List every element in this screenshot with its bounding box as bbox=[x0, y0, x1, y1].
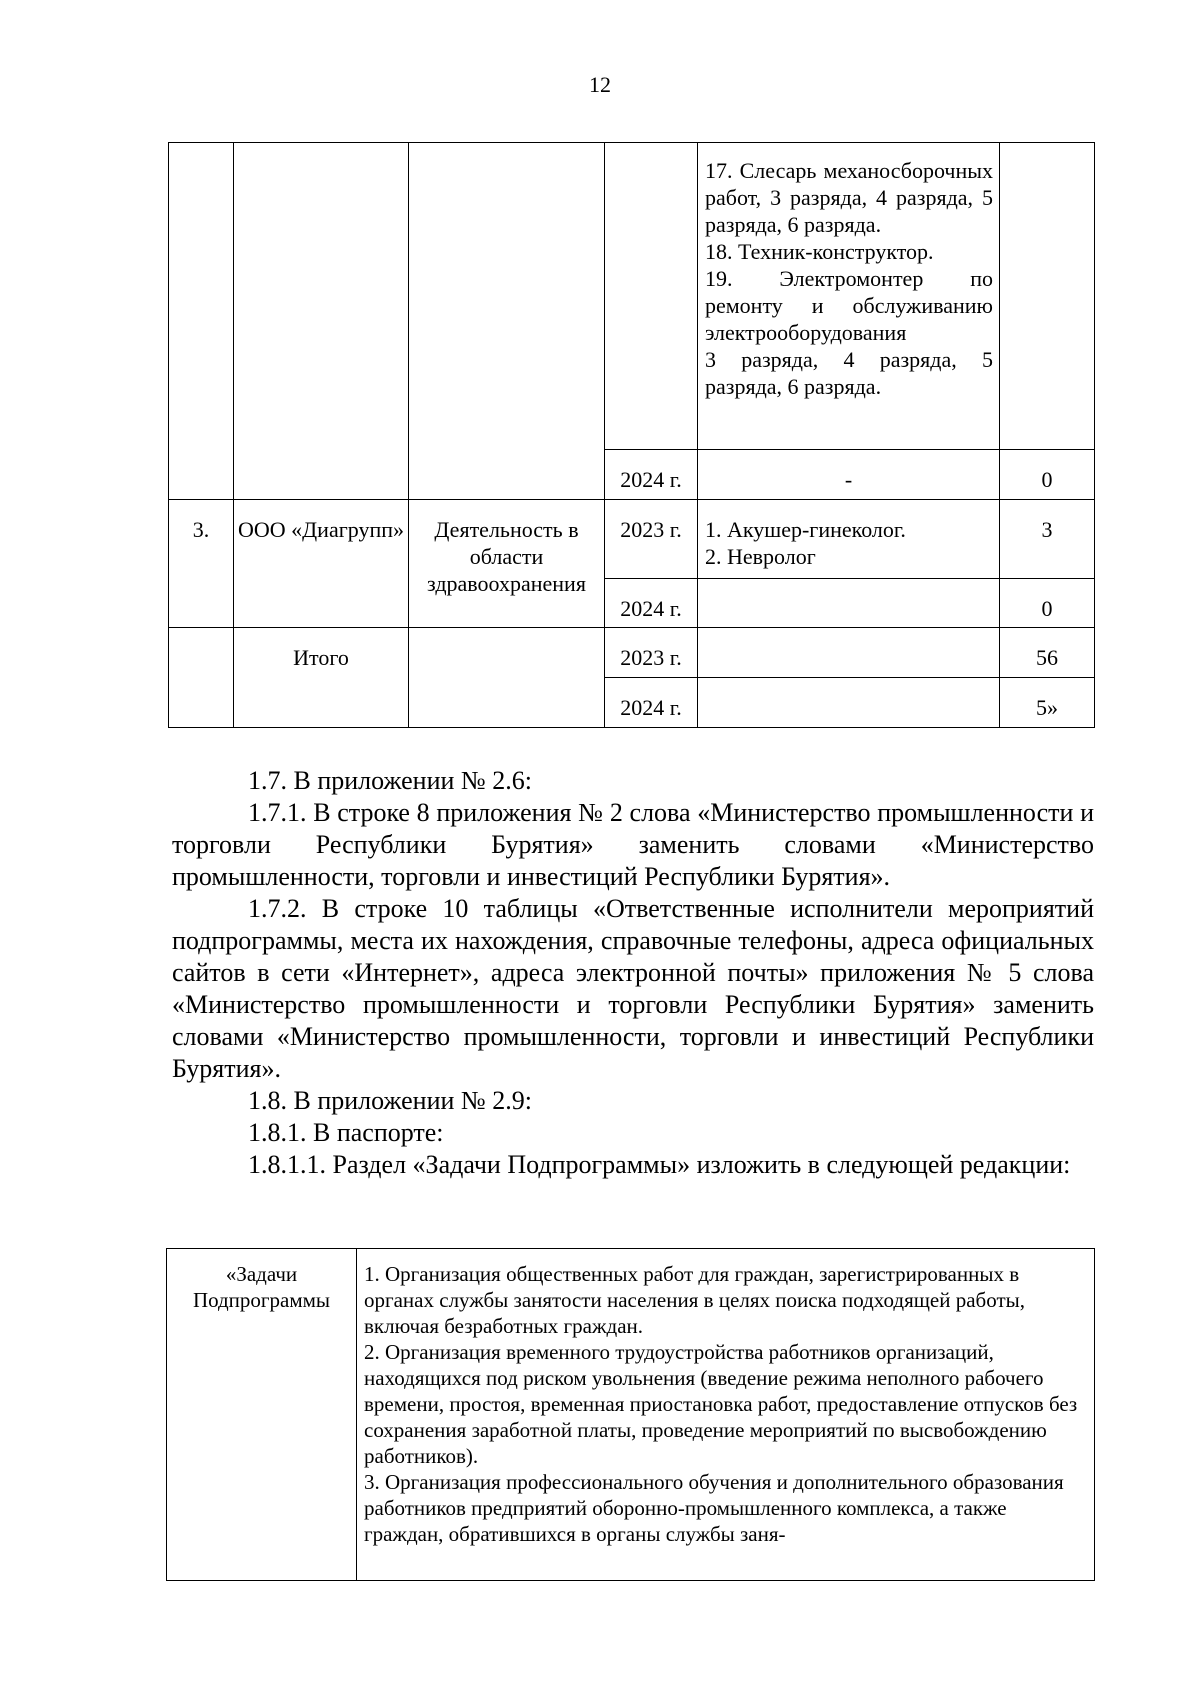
professions-cell bbox=[698, 500, 1000, 579]
table-row bbox=[169, 143, 1095, 450]
activity-cell: Деятельность в области здравоохранения bbox=[409, 500, 605, 628]
tasks-label: «Задачи Подпрограммы bbox=[167, 1249, 357, 1581]
total-label: Итого bbox=[234, 628, 409, 728]
count-cell: 3 bbox=[1000, 500, 1095, 579]
paragraph: 1.8. В приложении № 2.9: bbox=[248, 1086, 532, 1115]
list-item: 1. Организация общественных работ для граждан, зарегистрированных в органах службы занятости населения в целях поиска подходящей работы, включая безработных граждан. bbox=[364, 1262, 1025, 1338]
professions-cell bbox=[698, 143, 1000, 450]
amendment-text bbox=[172, 765, 1094, 1181]
list-item: 17. Слесарь механосборочных работ, 3 разряда, 4 разряда, 5 разряда, 6 разряда. bbox=[705, 158, 993, 237]
cell-empty bbox=[409, 628, 605, 728]
cell-empty bbox=[1000, 143, 1095, 450]
paragraph: 1.8.1.1. Раздел «Задачи Подпрограммы» изложить в следующей редакции: bbox=[248, 1150, 1071, 1179]
paragraph: 1.8.1. В паспорте: bbox=[248, 1118, 444, 1147]
table-row bbox=[167, 1249, 1095, 1581]
list-item: 18. Техник-конструктор. bbox=[705, 239, 934, 264]
cell-empty bbox=[409, 143, 605, 500]
year-cell: 2024 г. bbox=[605, 450, 698, 500]
table-row bbox=[169, 628, 1095, 678]
count-cell: 0 bbox=[1000, 579, 1095, 628]
list-item: 3 разряда, 4 разряда, 5 разряда, 6 разряда. bbox=[705, 347, 993, 399]
paragraph: 1.7.2. В строке 10 таблицы «Ответственные исполнители мероприятий подпрограммы, места их нахождения, справочные телефоны, адреса официальных сайтов в сети «Интернет», адреса электронной почты» приложения № 5 слова «Министерство промышленности и торговли Республики Бурятия» заменить словами «Министерство промышленности, торговли и инвестиций Республики Бурятия». bbox=[172, 894, 1094, 1083]
subprogram-tasks-table bbox=[166, 1248, 1095, 1581]
list-item: 19. Электромонтер по ремонту и обслуживанию электрооборудования bbox=[705, 266, 993, 345]
year-cell: 2024 г. bbox=[605, 579, 698, 628]
count-cell: 0 bbox=[1000, 450, 1095, 500]
year-cell: 2023 г. bbox=[605, 500, 698, 579]
cell-empty bbox=[234, 143, 409, 500]
list-item: 2. Организация временного трудоустройства работников организаций, находящихся под риском увольнения (введение режима неполного рабочего времени, простоя, временная приостановка работ, предоставление отпусков без сохранения заработной платы, проведение мероприятий по высвобождению работников). bbox=[364, 1340, 1078, 1468]
professions-cell: - bbox=[698, 450, 1000, 500]
year-cell: 2023 г. bbox=[605, 628, 698, 678]
cell-empty bbox=[698, 628, 1000, 678]
page-number: 12 bbox=[589, 72, 611, 97]
cell-empty bbox=[698, 579, 1000, 628]
cell-empty bbox=[605, 143, 698, 450]
count-cell: 56 bbox=[1000, 628, 1095, 678]
list-item: 1. Акушер-гинеколог. bbox=[705, 517, 906, 542]
cell-empty bbox=[169, 143, 234, 500]
paragraph: 1.7.1. В строке 8 приложения № 2 слова «Министерство промышленности и торговли Республики Бурятия» заменить словами «Министерство промышленности, торговли и инвестиций Республики Бурятия». bbox=[172, 798, 1094, 891]
row-number: 3. bbox=[169, 500, 234, 628]
list-item: 3. Организация профессионального обучения и дополнительного образования работников предприятий оборонно-промышленного комплекса, а также граждан, обратившихся в органы службы заня- bbox=[364, 1470, 1064, 1546]
list-item: 2. Невролог bbox=[705, 544, 816, 569]
paragraph: 1.7. В приложении № 2.6: bbox=[248, 766, 532, 795]
employers-table bbox=[168, 142, 1095, 728]
count-cell: 5» bbox=[1000, 678, 1095, 728]
tasks-text bbox=[357, 1249, 1095, 1581]
table-row bbox=[169, 500, 1095, 579]
organization-cell: ООО «Диагрупп» bbox=[234, 500, 409, 628]
cell-empty bbox=[169, 628, 234, 728]
cell-empty bbox=[698, 678, 1000, 728]
year-cell: 2024 г. bbox=[605, 678, 698, 728]
